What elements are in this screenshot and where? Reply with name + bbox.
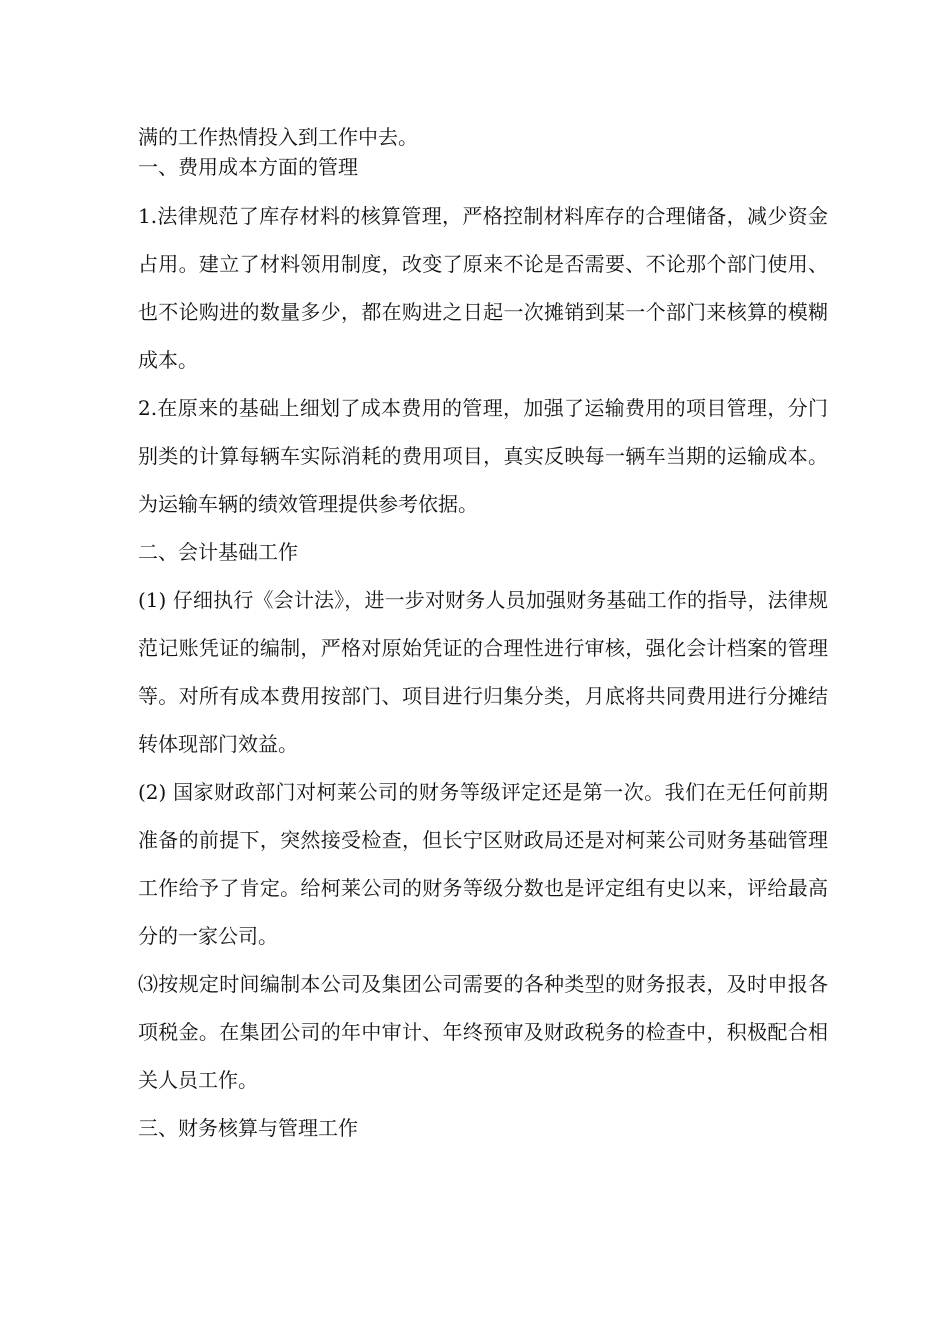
paragraph-inventory-accounting: 1.法律规范了库存材料的核算管理，严格控制材料库存的合理储备，减少资金占用。建立了材料领用制度，改变了原来不论是否需要、不论那个部门使用、也不论购进的数量多少，都在购进之日起一次摊销到某一个部门来核算的模糊成本。 <box>138 204 828 372</box>
section-heading-accounting-basics: 二、会计基础工作 <box>138 540 298 564</box>
paragraph-accounting-law: (1) 仔细执行《会计法》，进一步对财务人员加强财务基础工作的指导，法律规范记账凭证的编制，严格对原始凭证的合理性进行审核，强化会计档案的管理等。对所有成本费用按部门、项目进行归集分类，月底将共同费用进行分摊结转体现部门效益。 <box>138 588 828 756</box>
paragraph-financial-rating: (2) 国家财政部门对柯莱公司的财务等级评定还是第一次。我们在无任何前期准备的前提下，突然接受检查，但长宁区财政局还是对柯莱公司财务基础管理工作给予了肯定。给柯莱公司的财务等级分数也是评定组有史以来，评给最高分的一家公司。 <box>138 780 828 948</box>
continuation-line: 满的工作热情投入到工作中去。 <box>138 125 418 149</box>
paragraph-cost-refinement: 2.在原来的基础上细划了成本费用的管理，加强了运输费用的项目管理，分门别类的计算每辆车实际消耗的费用项目，真实反映每一辆车当期的运输成本。为运输车辆的绩效管理提供参考依据。 <box>138 396 828 516</box>
section-heading-financial-accounting: 三、财务核算与管理工作 <box>138 1116 358 1140</box>
section-heading-cost-management: 一、费用成本方面的管理 <box>138 155 358 179</box>
paragraph-financial-reports: ⑶按规定时间编制本公司及集团公司需要的各种类型的财务报表，及时申报各项税金。在集团公司的年中审计、年终预审及财政税务的检查中，积极配合相关人员工作。 <box>138 972 828 1092</box>
document-body <box>138 122 828 1152</box>
